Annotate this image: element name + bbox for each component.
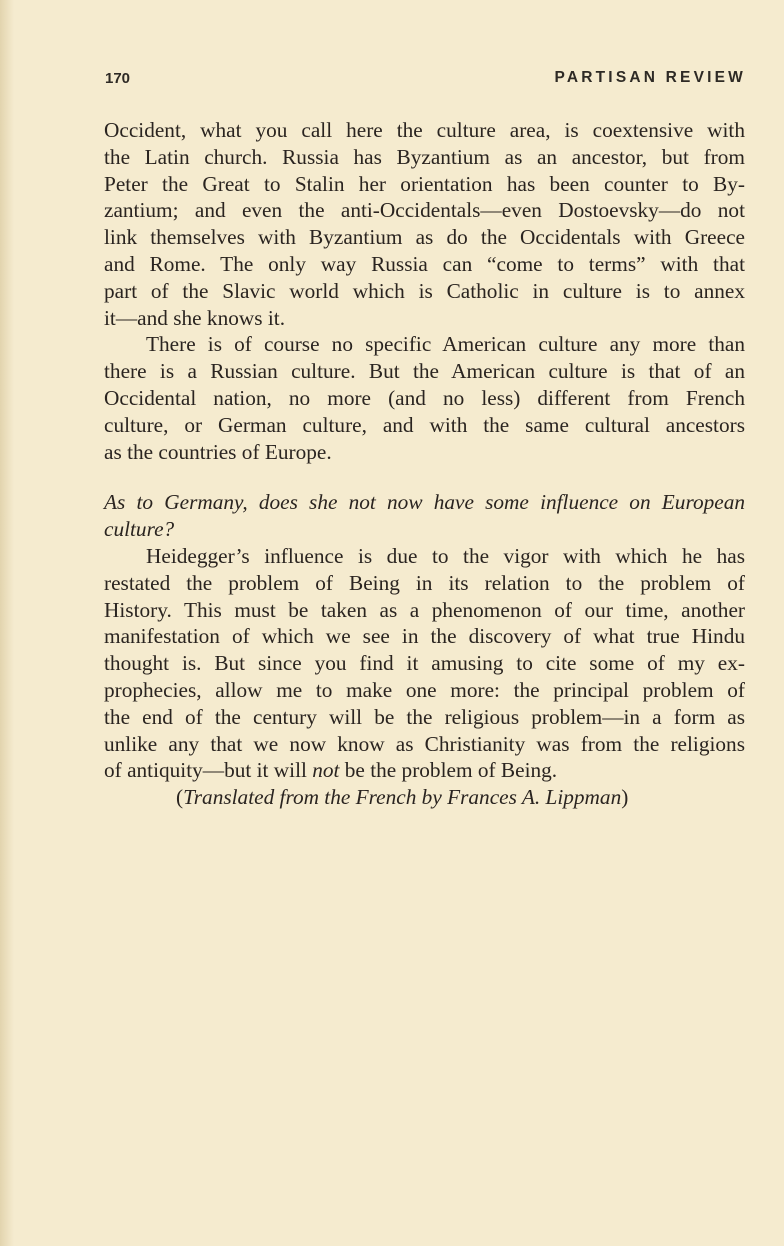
text-segment: Occidental nation, no more (and no less) different from French <box>104 386 745 410</box>
text-line <box>104 757 745 783</box>
text-segment: it—and she knows it. <box>104 305 286 330</box>
text-segment: zantium; and even the anti-Occidentals—even Dostoevsky—do not <box>104 198 745 223</box>
text-line <box>104 171 745 197</box>
text-line <box>104 516 745 542</box>
text-line <box>104 650 745 676</box>
text-segment: the end of the century will be the religious problem—in a form as <box>104 704 745 729</box>
text-line <box>104 623 745 649</box>
text-segment: ) <box>621 785 629 810</box>
text-segment: culture, or German culture, and with the same cultural ancestors <box>104 412 745 437</box>
text-line <box>104 197 745 223</box>
italic-text: Translated from the French by Frances A. Lippman <box>183 785 622 810</box>
text-segment: there is a Russian culture. But the American culture is that of an <box>104 359 745 384</box>
text-line <box>104 570 745 596</box>
text-line <box>104 331 745 357</box>
text-line <box>104 677 745 703</box>
text-segment: the Latin church. Russia has Byzantium as an ancestor, but from <box>104 144 745 169</box>
text-line <box>104 597 745 623</box>
running-title: PARTISAN REVIEW <box>554 69 746 86</box>
text-segment: as the countries of Europe. <box>104 439 332 464</box>
text-segment: There is of course no specific American culture any more than <box>146 332 745 357</box>
text-segment: Heidegger’s influence is due to the vigor with which he has <box>146 544 745 568</box>
text-line <box>104 117 745 143</box>
italic-text: culture? <box>104 517 175 542</box>
text-line <box>104 489 745 515</box>
text-line <box>104 439 745 465</box>
text-line <box>104 358 745 384</box>
text-line <box>104 543 745 569</box>
text-line <box>104 144 745 170</box>
text-segment: restated the problem of Being in its relation to the problem of <box>104 570 745 595</box>
text-segment: prophecies, allow me to make one more: the principal problem of <box>104 678 745 702</box>
text-segment: be the problem of Being. <box>339 758 558 783</box>
text-segment: unlike any that we now know as Christianity was from the religions <box>104 731 745 756</box>
text-line <box>104 251 745 277</box>
page-number: 170 <box>105 70 131 87</box>
text-line <box>104 224 745 250</box>
text-segment: manifestation of which we see in the discovery of what true Hindu <box>104 624 745 649</box>
italic-text: not <box>312 758 340 783</box>
text-segment: History. This must be taken as a phenomenon of our time, another <box>104 597 745 622</box>
text-segment: link themselves with Byzantium as do the Occidentals with Greece <box>104 225 745 250</box>
text-segment: Peter the Great to Stalin her orientation has been counter to By- <box>104 171 745 196</box>
text-segment: ( <box>176 785 184 810</box>
text-line <box>104 305 745 331</box>
translator-credit <box>176 784 628 810</box>
text-line <box>104 385 745 411</box>
text-segment: Occident, what you call here the culture area, is coextensive with <box>104 118 745 142</box>
italic-text: As to Germany, does she not now have some influence on European <box>104 490 745 515</box>
book-spine-shadow <box>0 0 14 1246</box>
text-segment: part of the Slavic world which is Catholic in culture is to annex <box>104 278 745 303</box>
text-line <box>104 731 745 757</box>
text-line <box>104 412 745 438</box>
text-segment: and Rome. The only way Russia can “come to terms” with that <box>104 252 745 276</box>
text-line <box>104 704 745 730</box>
text-segment: thought is. But since you find it amusing to cite some of my ex- <box>104 651 745 676</box>
text-line <box>104 278 745 304</box>
text-segment: of antiquity—but it will <box>104 758 313 783</box>
